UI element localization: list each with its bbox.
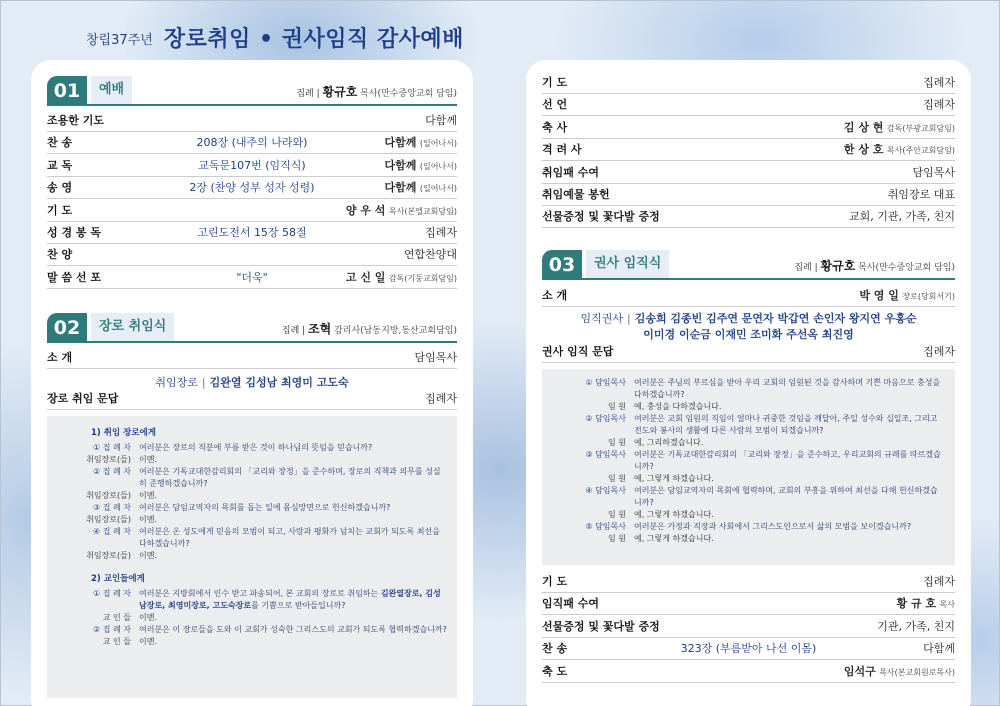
page-title: 장로취임 • 권사임직 감사예배 xyxy=(163,27,464,52)
row-label: 기 도 xyxy=(542,575,568,588)
qa-text: 여러분은 교회 임원의 직임이 얼마나 귀중한 것임을 깨달아, 주일 성수와 십일조, 그리고 전도와 봉사의 생활에 다른 사람의 모범이 되겠습니까? xyxy=(634,414,938,435)
row-person: 집례자 xyxy=(425,226,457,239)
qa-text: 이멘. xyxy=(139,515,157,524)
row-label: 소 개 xyxy=(47,351,73,364)
row-person: 김 상 현 xyxy=(843,120,884,134)
qa-speaker: 임 원 xyxy=(608,438,626,447)
qa-speaker: 임 원 xyxy=(608,474,626,483)
row-label: 축 사 xyxy=(542,120,568,134)
qa-text: 예, 그렇게 하겠습니다. xyxy=(634,474,714,483)
qa-text: 여러분은 주님의 부르심을 받아 우리 교회의 임원된 것을 감사하며 기쁜 마음으로 충성을 다하겠습니까? xyxy=(634,378,941,399)
row-right xyxy=(384,132,457,155)
row-right xyxy=(923,571,955,593)
program-row xyxy=(47,200,457,222)
program-row xyxy=(47,222,457,244)
officiant-role: 감리사(남동지방,동산교회담임) xyxy=(334,326,457,336)
qa-speaker: 취임장로(들) xyxy=(86,551,131,560)
deaconess-names-1: 임직권사 | 김송희 김종빈 김주연 문연자 박갑연 손인자 왕지연 우홍순 xyxy=(580,312,917,325)
qa-line xyxy=(552,413,945,437)
intro-row xyxy=(542,285,955,307)
row-label: 조용한 기도 xyxy=(47,114,104,127)
row-role: 목사(주안교회담임) xyxy=(886,146,955,156)
qa-text: 이멘. xyxy=(139,455,157,464)
row-label: 취임패 수여 xyxy=(542,165,599,179)
qa-speaker: ⑤ 담임목사 xyxy=(585,522,626,531)
row-label: 격 려 사 xyxy=(542,143,582,157)
program-row xyxy=(542,206,955,228)
row-right xyxy=(425,110,457,132)
row-person: 고 신 일 xyxy=(345,270,386,284)
section-title: 예배 xyxy=(91,76,132,104)
names-list: 김완열 김성남 최영미 고도숙 xyxy=(209,376,349,389)
section-number: 03 xyxy=(542,250,582,280)
names-list: 이미경 이순금 이재민 조미화 주선옥 최진영 xyxy=(643,328,854,341)
row-right xyxy=(923,638,955,660)
vow-row xyxy=(47,388,457,410)
qa-text: 이멘. xyxy=(139,551,157,560)
section-number: 02 xyxy=(47,313,87,343)
row-person: 집례자 xyxy=(923,98,955,112)
intro-row xyxy=(47,347,457,369)
qa-line xyxy=(57,624,447,636)
row-center: "더욱" xyxy=(236,270,268,284)
qa-line xyxy=(552,509,945,521)
row-person: 한 상 호 xyxy=(843,143,884,157)
qa-speaker: ④ 집 례 자 xyxy=(93,527,131,536)
program-row xyxy=(47,110,457,132)
row-right xyxy=(404,244,457,266)
names-prefix: 임직권사 xyxy=(580,312,623,325)
row-right: 박 영 일 장로(당회서기) xyxy=(859,289,955,302)
qa-speaker: ① 담임목사 xyxy=(585,378,626,387)
page-header xyxy=(86,22,464,53)
qa-speaker: 임 원 xyxy=(608,402,626,411)
row-person: 기관, 가족, 친지 xyxy=(877,619,955,633)
row-label: 취임예물 봉헌 xyxy=(542,188,610,201)
group1-lines xyxy=(57,442,447,562)
section-officiant: 집례 | 황규호 목사(만수중앙교회 담임) xyxy=(794,259,955,273)
row-label: 임직패 수여 xyxy=(542,597,599,611)
qa-text: 이멘. xyxy=(139,491,157,500)
qa-text: 여러분은 가정과 직장과 사회에서 그리스도인으로서 삶의 모범을 보이겠습니까? xyxy=(634,522,912,531)
row-person: 집례자 xyxy=(923,76,955,89)
row-label: 찬 양 xyxy=(47,248,73,262)
group2-lines xyxy=(57,612,447,648)
qa-speaker: ① 집 례 자 xyxy=(93,589,131,598)
row-person: 다함께 xyxy=(425,114,457,127)
section-officiant: 집례 | 황규호 목사(만수중앙교회 담임) xyxy=(296,85,457,99)
row-right xyxy=(384,177,457,200)
row-person: 다함께 xyxy=(384,181,417,195)
group-title: 1) 취임 장로에게 xyxy=(91,428,156,438)
row-person: 양 우 석 xyxy=(345,203,386,217)
row-right xyxy=(912,162,955,184)
row-person: 다함께 xyxy=(923,642,955,656)
qa-speaker: 취임장로(들) xyxy=(86,455,131,464)
qa-line xyxy=(552,521,945,533)
row-label: 기 도 xyxy=(542,76,568,89)
row-center: 323장 (부름받아 나선 이몸) xyxy=(680,642,817,656)
row-right: 집례자 xyxy=(923,345,955,358)
row-person: 연합찬양대 xyxy=(403,248,457,262)
program-row xyxy=(542,638,955,660)
program-row xyxy=(47,177,457,199)
qa-line xyxy=(552,533,945,545)
row-label: 권사 임직 문답 xyxy=(542,345,614,358)
qa-text: 예, 그리하겠습니다. xyxy=(634,438,704,447)
program-row xyxy=(542,661,955,683)
qa-speaker: ③ 담임목사 xyxy=(585,450,626,459)
qa-text: 여러분은 온 성도에게 믿음의 모범이 되고, 사랑과 평화가 넘치는 교회가 되도록 최선을 다하겠습니까? xyxy=(139,527,440,548)
program-row xyxy=(47,244,457,266)
qa-line xyxy=(552,377,945,401)
qa-line xyxy=(57,514,447,526)
qa-text: 여러분은 담임교역자의 목회를 돕는 일에 몸심망면으로 헌신하겠습니까? xyxy=(139,503,391,512)
qa-line xyxy=(552,473,945,485)
qa-line xyxy=(552,485,945,509)
deaconess-names-2 xyxy=(542,326,955,342)
row-right: 집례자 xyxy=(425,392,457,405)
row-person: 임석구 xyxy=(843,664,876,678)
program-row xyxy=(542,162,955,184)
section-title: 장로 취임식 xyxy=(91,313,174,341)
program-row xyxy=(47,132,457,154)
program-row xyxy=(542,94,955,116)
row-person: 교회, 기관, 가족, 친지 xyxy=(849,210,955,224)
row-person: 다함께 xyxy=(384,136,417,150)
row-center: 208장 (내주의 나라와) xyxy=(196,136,308,150)
officiant-label: 집례 xyxy=(296,89,314,99)
row-right: 담임목사 xyxy=(414,351,457,364)
row-right xyxy=(877,616,955,638)
section-03-header xyxy=(542,250,955,280)
row-label: 송 영 xyxy=(47,181,73,195)
officiant-name: 황규호 xyxy=(820,259,856,273)
row-label: 선물증정 및 꽃다발 증정 xyxy=(542,619,660,633)
deaconess-vow-box xyxy=(542,369,955,565)
group-title: 2) 교인들에게 xyxy=(91,574,145,584)
section-01-header xyxy=(47,76,457,106)
officiant-role: 목사(만수중앙교회 담임) xyxy=(858,263,955,273)
anniversary-label: 창립37주년 xyxy=(86,33,153,48)
qa-line xyxy=(57,502,447,514)
program-row xyxy=(542,616,955,638)
row-right xyxy=(923,94,955,116)
row-person: 취임장로 대표 xyxy=(887,188,955,201)
row-role: 감독(기둥교회담임) xyxy=(388,273,457,283)
program-row xyxy=(47,267,457,289)
qa-line xyxy=(57,636,447,648)
row-right xyxy=(888,184,955,206)
row-label: 축 도 xyxy=(542,664,568,678)
qa-line xyxy=(552,437,945,449)
row-person: 집례자 xyxy=(923,575,955,588)
row-role: 목사(본엘교회담임) xyxy=(388,206,457,216)
program-row xyxy=(47,155,457,177)
names-list: 김송희 김종빈 김주연 문연자 박갑연 손인자 왕지연 우홍순 xyxy=(634,312,917,325)
row-right xyxy=(346,267,457,290)
row-role: 감독(부광교회담임) xyxy=(886,123,955,133)
officiant-label: 집례 xyxy=(281,326,300,336)
row-label: 소 개 xyxy=(542,289,568,302)
row-person: 황 규 호 xyxy=(896,597,937,611)
qa-line xyxy=(57,442,447,454)
qa-speaker: ② 집 례 자 xyxy=(93,467,131,476)
program-row xyxy=(542,117,955,139)
row-role: (일어나서) xyxy=(419,184,457,194)
row-right xyxy=(346,200,457,223)
row-label: 기 도 xyxy=(47,203,73,217)
row-role: 목사 xyxy=(939,600,955,610)
qa-text: 예, 충성을 다하겠습니다. xyxy=(634,402,722,411)
program-row xyxy=(542,139,955,161)
row-right xyxy=(384,155,457,178)
row-label: 교 독 xyxy=(47,158,73,172)
qa-line xyxy=(57,612,447,624)
row-center: 고린도전서 15장 58절 xyxy=(197,226,307,239)
qa-speaker: 교 인 들 xyxy=(102,637,131,646)
qa-text: 여러분은 지방회에서 인수 받고 파송되어, 본 교회의 장로로 취임하는 김완열장로, 김성남장로, 최영미장로, 고도숙장로를 기쁨으로 받아들입니까? xyxy=(139,589,441,610)
officiant-role: 목사(만수중앙교회 담임) xyxy=(360,89,457,99)
right-panel xyxy=(526,60,971,706)
qa-text: 여러분은 장로의 직분에 부름 받은 것이 하나님의 뜻임을 믿습니까? xyxy=(139,443,373,452)
row-label: 장로 취임 문답 xyxy=(47,392,119,405)
qa-text: 이멘. xyxy=(139,613,157,622)
qa-text: 예, 그렇게 하겠습니다. xyxy=(634,534,714,543)
row-label: 선 언 xyxy=(542,98,568,112)
qa-speaker: ② 집 례 자 xyxy=(93,625,131,634)
officiant-name: 조혁 xyxy=(308,322,332,336)
qa-speaker: 임 원 xyxy=(608,510,626,519)
qa-line xyxy=(57,588,447,612)
row-person: 다함께 xyxy=(384,158,417,172)
section-officiant: 집례 | 조혁 감리사(남동지방,동산교회담임) xyxy=(281,322,457,336)
left-panel xyxy=(31,60,473,706)
elder-vow-box xyxy=(47,416,457,698)
qa-text: 여러분은 기독교대한감리회의 「교리와 장정」을 준수하며, 장로의 직책과 의무를 성실히 준행하겠습니까? xyxy=(139,467,441,488)
program-row xyxy=(542,571,955,593)
names-prefix: 취임장로 xyxy=(155,376,198,389)
qa-text: 여러분은 이 장로들을 도와 이 교회가 성숙한 그리스도의 교회가 되도록 협력하겠습니까? xyxy=(139,625,447,634)
row-label: 성 경 봉 독 xyxy=(47,226,101,239)
section-title: 권사 임직식 xyxy=(586,250,669,278)
qa-line xyxy=(57,466,447,490)
program-row xyxy=(542,184,955,206)
qa-speaker: 취임장로(들) xyxy=(86,491,131,500)
qa-text: 여러분은 담임교역자의 목회에 협력하며, 교회의 부흥을 위하여 최선을 다해 헌신하겠습니까? xyxy=(634,486,938,507)
row-right xyxy=(844,139,955,162)
qa-line xyxy=(57,550,447,562)
row-label: 말 씀 선 포 xyxy=(47,270,101,284)
qa-speaker: ③ 집 례 자 xyxy=(93,503,131,512)
officiant-name: 황규호 xyxy=(322,85,358,99)
row-right xyxy=(896,593,955,616)
qa-text: 여러분은 기독교대한감리회의 「교리와 장정」을 준수하고, 우리교회의 규례를 따르겠습니까? xyxy=(634,450,941,471)
officiant-label: 집례 xyxy=(794,263,812,273)
qa-speaker: ② 담임목사 xyxy=(585,414,626,423)
row-center: 교독문107번 (임직식) xyxy=(198,158,306,172)
qa-speaker: 취임장로(들) xyxy=(86,515,131,524)
row-right xyxy=(844,117,955,140)
qa-speaker: ④ 담임목사 xyxy=(585,486,626,495)
row-right xyxy=(923,72,955,94)
row-role: 목사(본교회원로목사) xyxy=(879,667,955,677)
section-number: 01 xyxy=(47,76,87,106)
qa-speaker: 교 인 들 xyxy=(102,613,131,622)
row-role: (일어나서) xyxy=(419,139,457,149)
row-right xyxy=(849,206,955,228)
row-center: 2장 (찬양 성부 성자 성령) xyxy=(189,181,315,195)
qa-line xyxy=(57,526,447,550)
row-right xyxy=(844,661,955,684)
qa-line xyxy=(57,454,447,466)
qa-line xyxy=(57,490,447,502)
qa-text: 예, 그렇게 하겠습니다. xyxy=(634,510,714,519)
qa-text: 이멘. xyxy=(139,637,157,646)
qa-line xyxy=(552,401,945,413)
qa-line xyxy=(552,449,945,473)
qa-lines xyxy=(552,377,945,545)
qa-speaker: 임 원 xyxy=(608,534,626,543)
vow-row xyxy=(542,341,955,363)
row-role: (일어나서) xyxy=(419,161,457,171)
row-right xyxy=(425,222,457,244)
qa-speaker: ① 집 례 자 xyxy=(93,443,131,452)
program-row xyxy=(542,72,955,94)
row-label: 선물증정 및 꽃다발 증정 xyxy=(542,210,660,224)
program-row xyxy=(542,593,955,615)
elder-names: 취임장로 | 김완열 김성남 최영미 고도숙 xyxy=(155,376,349,389)
section-02-header xyxy=(47,313,457,343)
row-label: 찬 송 xyxy=(47,136,73,150)
row-label: 찬 송 xyxy=(542,642,568,656)
row-person: 담임목사 xyxy=(912,165,955,179)
